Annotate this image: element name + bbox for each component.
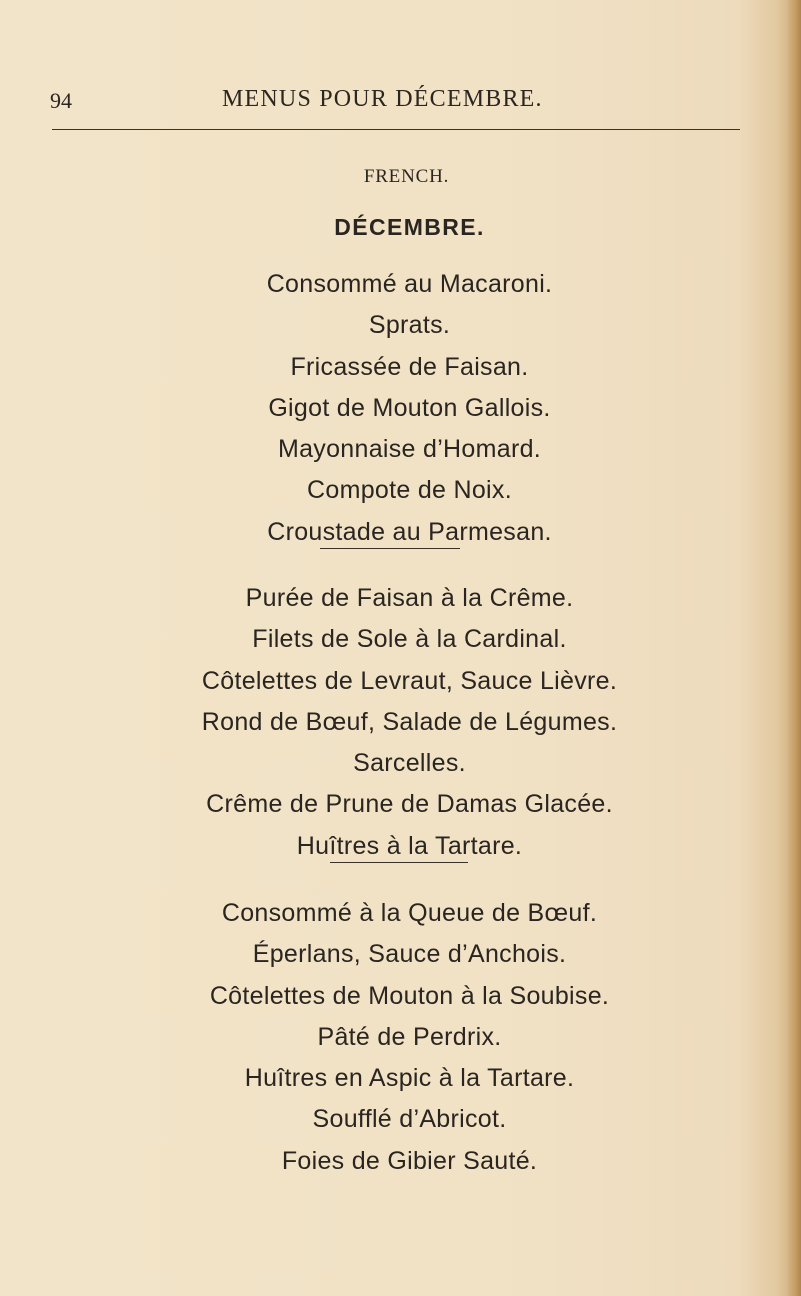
menu-item: Gigot de Mouton Gallois. [268,393,551,422]
menu-divider [320,548,460,549]
month-heading: DÉCEMBRE. [334,214,485,240]
menu-item: Compote de Noix. [307,476,512,505]
menu-2 [0,578,801,867]
menu-item: Côtelettes de Mouton à la Soubise. [209,981,610,1010]
menu-item: Huîtres en Aspic à la Tartare. [244,1064,575,1093]
menu-1 [0,264,801,553]
menu-item: Huîtres à la Tartare. [296,831,523,860]
menu-item: Mayonnaise d’Homard. [277,435,542,464]
menu-item: Foies de Gibier Sauté. [281,1146,538,1175]
menu-item: Sprats. [368,311,451,340]
page-number: 94 [50,88,72,113]
menu-item: Côtelettes de Levraut, Sauce Lièvre. [201,666,618,695]
menu-3 [0,893,801,1182]
menu-item: Éperlans, Sauce d’Anchois. [252,940,567,969]
menu-item: Crême de Prune de Damas Glacée. [206,790,613,819]
menu-item: Filets de Sole à la Cardinal. [252,625,567,654]
menu-item: Fricassée de Faisan. [290,352,529,381]
menu-item: Rond de Bœuf, Salade de Légumes. [201,707,618,736]
menu-item: Croustade au Parmesan. [267,517,552,546]
menu-item: Purée de Faisan à la Crême. [245,584,574,612]
running-head: MENUS POUR DÉCEMBRE. [222,86,543,112]
menu-item: Consommé au Macaroni. [266,270,553,298]
menu-item: Consommé à la Queue de Bœuf. [221,899,598,927]
menu-item: Sarcelles. [353,749,466,778]
menu-item: Soufflé d’Abricot. [312,1105,507,1134]
menu-divider [330,862,468,863]
menu-item: Pâté de Perdrix. [317,1022,502,1051]
section-label: FRENCH. [363,166,450,187]
